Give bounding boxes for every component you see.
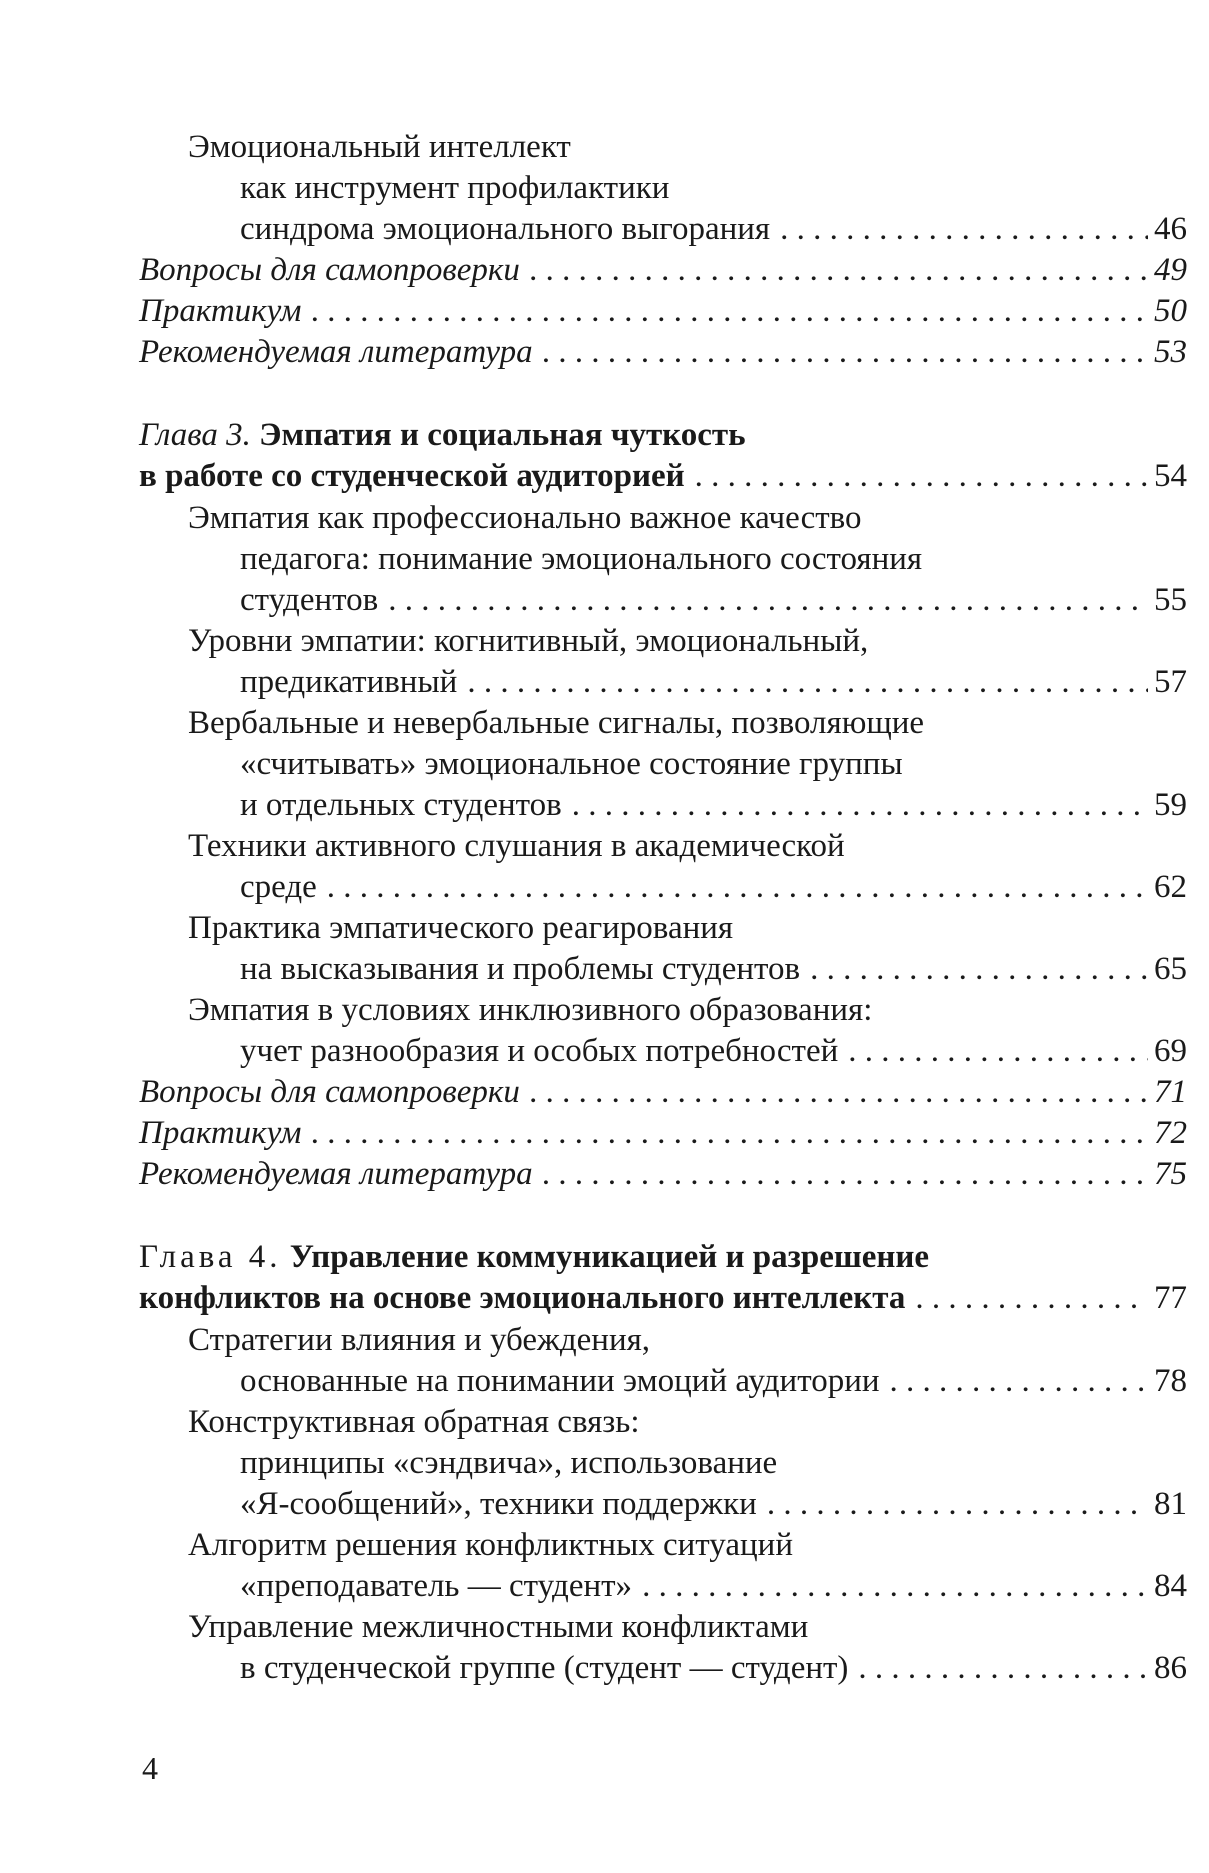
- toc-entry-text: как инструмент профилактики: [240, 170, 670, 206]
- toc-entry-text: предикативный: [240, 664, 458, 700]
- chapter-label: Глава 3.: [139, 417, 251, 453]
- dot-leader: [312, 1113, 1149, 1154]
- toc-entry-text: на высказывания и проблемы студентов: [240, 951, 801, 987]
- toc-page-number: 71: [1154, 1074, 1187, 1110]
- toc-entry-text: Практикум: [139, 293, 302, 329]
- chapter-heading: [139, 1237, 929, 1278]
- toc-line: [240, 1443, 777, 1484]
- toc-entry-text: «преподаватель — студент»: [240, 1568, 633, 1604]
- toc-line: [139, 250, 1187, 291]
- toc-line: [188, 621, 868, 662]
- toc-entry-text: учет разнообразия и особых потребностей: [240, 1033, 839, 1069]
- toc-page-number: 77: [1154, 1280, 1187, 1316]
- toc-page-number: 53: [1154, 334, 1187, 370]
- toc-line: [188, 1525, 793, 1566]
- toc-entry-text: Эмоциональный интеллект: [188, 129, 571, 165]
- toc-entry-text: синдрома эмоционального выгорания: [240, 211, 771, 247]
- toc-entry-text: Вопросы для самопроверки: [139, 1074, 520, 1110]
- chapter-label: Глава 4.: [139, 1239, 282, 1275]
- toc-line: [188, 1607, 808, 1648]
- toc-page-number: 46: [1154, 211, 1187, 247]
- toc-entry-text: Управление межличностными конфликтами: [188, 1609, 809, 1645]
- toc-entry-text: Конструктивная обратная связь:: [188, 1404, 640, 1440]
- dot-leader: [388, 580, 1148, 621]
- toc-entry-text: «Я-сообщений», техники поддержки: [240, 1486, 757, 1522]
- toc-page-number: 72: [1154, 1115, 1187, 1151]
- toc-page-number: 81: [1154, 1486, 1187, 1522]
- dot-leader: [530, 1072, 1148, 1113]
- dot-leader: [543, 332, 1148, 373]
- dot-leader: [780, 209, 1148, 250]
- toc-line: [188, 703, 924, 744]
- chapter-title: конфликтов на основе эмоционального интеллекта: [139, 1280, 906, 1316]
- toc-line: [139, 332, 1187, 373]
- toc-page-number: 55: [1154, 582, 1187, 618]
- toc-line: [188, 498, 862, 539]
- toc-entry-text: основанные на понимании эмоций аудитории: [240, 1363, 880, 1399]
- toc-entry-text: и отдельных студентов: [240, 787, 562, 823]
- toc-page-number: 57: [1154, 664, 1187, 700]
- dot-leader: [890, 1361, 1148, 1402]
- toc-line: [188, 826, 845, 867]
- toc-entry-text: Уровни эмпатии: когнитивный, эмоциональный,: [188, 623, 869, 659]
- toc-line: [188, 990, 872, 1031]
- toc-entry-text: Практикум: [139, 1115, 302, 1151]
- toc-line: [188, 127, 571, 168]
- toc-line: [188, 1320, 650, 1361]
- dot-leader: [695, 456, 1148, 497]
- toc-entry-text: «считывать» эмоциональное состояние группы: [240, 746, 903, 782]
- toc-line: [240, 785, 1187, 826]
- toc-line: [240, 209, 1187, 250]
- toc-entry-text: среде: [240, 869, 317, 905]
- toc-entry-text: Техники активного слушания в академической: [188, 828, 845, 864]
- toc-line: [240, 1484, 1187, 1525]
- toc-line: [240, 539, 922, 580]
- toc-line: [139, 291, 1187, 332]
- toc-entry-text: в студенческой группе (студент — студент): [240, 1650, 849, 1686]
- toc-line: [139, 1072, 1187, 1113]
- page-number: 4: [142, 1750, 158, 1786]
- toc-entry-text: Эмпатия как профессионально важное качество: [188, 500, 862, 536]
- toc-page-number: 54: [1154, 458, 1187, 494]
- chapter-heading: [139, 456, 1187, 497]
- toc-line: [240, 1361, 1187, 1402]
- toc-line: [188, 908, 733, 949]
- toc-entry-text: студентов: [240, 582, 379, 618]
- toc-entry-text: Рекомендуемая литература: [139, 334, 533, 370]
- toc-line: [139, 1154, 1187, 1195]
- toc-line: [240, 580, 1187, 621]
- toc-line: [240, 168, 669, 209]
- toc-entry-text: Вопросы для самопроверки: [139, 252, 520, 288]
- toc-page-number: 84: [1154, 1568, 1187, 1604]
- toc-page-number: 62: [1154, 869, 1187, 905]
- dot-leader: [767, 1484, 1148, 1525]
- toc-entry-text: педагога: понимание эмоционального состояния: [240, 541, 923, 577]
- toc-line: [240, 949, 1187, 990]
- toc-page-number: 49: [1154, 252, 1187, 288]
- toc-entry-text: Рекомендуемая литература: [139, 1156, 533, 1192]
- toc-line: [240, 1031, 1187, 1072]
- toc-entry-text: Эмпатия в условиях инклюзивного образования:: [188, 992, 873, 1028]
- toc-line: [240, 867, 1187, 908]
- toc-page-number: 65: [1154, 951, 1187, 987]
- toc-entry-text: Стратегии влияния и убеждения,: [188, 1322, 651, 1358]
- chapter-title: Эмпатия и социальная чуткость: [259, 417, 746, 453]
- chapter-title: Управление коммуникацией и разрешение: [289, 1239, 930, 1275]
- chapter-title: в работе со студенческой аудиторией: [139, 458, 685, 494]
- dot-leader: [327, 867, 1148, 908]
- dot-leader: [810, 949, 1148, 990]
- toc-entry-text: Алгоритм решения конфликтных ситуаций: [188, 1527, 793, 1563]
- dot-leader: [642, 1566, 1148, 1607]
- toc-entry-text: Практика эмпатического реагирования: [188, 910, 734, 946]
- toc-page-number: 86: [1154, 1650, 1187, 1686]
- toc-line: [240, 1648, 1187, 1689]
- toc-line: [240, 1566, 1187, 1607]
- dot-leader: [312, 291, 1149, 332]
- dot-leader: [848, 1031, 1148, 1072]
- toc-page-number: 59: [1154, 787, 1187, 823]
- dot-leader: [572, 785, 1148, 826]
- dot-leader: [858, 1648, 1148, 1689]
- dot-leader: [467, 662, 1148, 703]
- toc-page-number: 69: [1154, 1033, 1187, 1069]
- toc-line: [240, 744, 903, 785]
- chapter-heading: [139, 415, 746, 456]
- toc-page-number: 78: [1154, 1363, 1187, 1399]
- dot-leader: [543, 1154, 1148, 1195]
- toc-line: [188, 1402, 640, 1443]
- toc-line: [240, 662, 1187, 703]
- chapter-heading: [139, 1278, 1187, 1319]
- toc-page-number: 50: [1154, 293, 1187, 329]
- toc-page-number: 75: [1154, 1156, 1187, 1192]
- dot-leader: [915, 1278, 1148, 1319]
- dot-leader: [530, 250, 1148, 291]
- toc-entry-text: принципы «сэндвича», использование: [240, 1445, 778, 1481]
- toc-line: [139, 1113, 1187, 1154]
- toc-entry-text: Вербальные и невербальные сигналы, позволяющие: [188, 705, 925, 741]
